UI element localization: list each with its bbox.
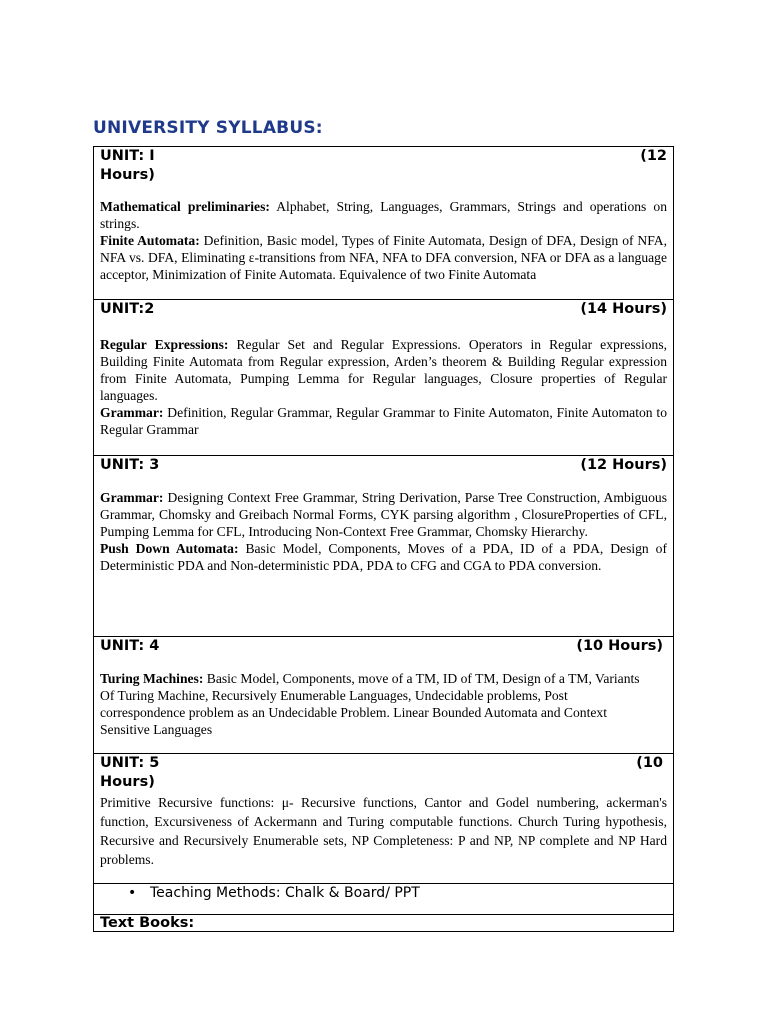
teaching-methods-text: Teaching Methods: Chalk & Board/ PPT	[150, 885, 420, 901]
text-books-row	[94, 914, 673, 931]
unit-1-title: UNIT: I	[100, 148, 155, 164]
bullet-icon: •	[128, 885, 137, 901]
text-books-heading: Text Books:	[100, 915, 195, 931]
unit-1-para-1: Mathematical preliminaries: Alphabet, String, Languages, Grammars, Strings and operations on strings.	[100, 199, 667, 231]
unit-3-para-2: Push Down Automata: Basic Model, Components, Moves of a PDA, ID of a PDA, Design of Deterministic PDA and Non-deterministic PDA, PDA to CFG and CGA to PDA conversion.	[100, 541, 667, 573]
unit-3-para-1: Grammar: Designing Context Free Grammar, String Derivation, Parse Tree Construction, Ambiguous Grammar, Chomsky and Greibach Normal Forms, CYK parsing algorithm , ClosureProperties of CFL, Pumping Lemma for CFL, Introducing Non-Context Free Grammar, Chomsky Hierarchy.	[100, 490, 667, 539]
unit-5-title: UNIT: 5	[100, 755, 160, 771]
unit-2-title: UNIT:2	[100, 301, 155, 317]
unit-2-hours: (14 Hours)	[580, 301, 667, 317]
unit-2-row	[94, 299, 673, 455]
unit-1-hours: (12	[640, 148, 667, 164]
unit-4-para-1: Turing Machines: Basic Model, Components, move of a TM, ID of TM, Design of a TM, Variants Of Turing Machine, Recursively Enumerable Languages, Undecidable problems, Post correspondence problem as an Undecidable Problem. Linear Bounded Automata and Context Sensitive Languages	[100, 671, 640, 737]
unit-1-hours-wrap: Hours)	[100, 167, 155, 183]
unit-3-header	[100, 456, 667, 475]
unit-5-hours-wrap: Hours)	[100, 774, 155, 790]
unit-4-title: UNIT: 4	[100, 638, 160, 654]
teaching-methods	[100, 884, 667, 902]
unit-4-hours: (10 Hours)	[576, 638, 663, 654]
unit-5-hours: (10	[636, 755, 663, 771]
page-title: UNIVERSITY SYLLABUS:	[93, 118, 323, 138]
syllabus-table	[93, 146, 674, 932]
unit-2-header	[100, 300, 667, 319]
unit-5-row	[94, 753, 673, 883]
unit-3-title: UNIT: 3	[100, 457, 160, 473]
teaching-methods-row	[94, 883, 673, 914]
unit-3-hours: (12 Hours)	[580, 457, 667, 473]
unit-5-header	[100, 754, 667, 773]
unit-1-para-2: Finite Automata: Definition, Basic model, Types of Finite Automata, Design of DFA, Design of NFA, NFA vs. DFA, Eliminating ε-transitions from NFA, NFA to DFA conversion, NFA or DFA as a language acceptor, Minimization of Finite Automata. Equivalence of two Finite Automata	[100, 233, 667, 282]
unit-2-para-1: Regular Expressions: Regular Set and Regular Expressions. Operators in Regular expressions, Building Finite Automata from Regular expression, Arden’s theorem & Building Regular expression from Finite Automata, Pumping Lemma for Regular languages, Closure properties of Regular languages.	[100, 337, 668, 403]
unit-1-header	[100, 147, 667, 166]
unit-1-row	[94, 147, 673, 299]
unit-2-para-2: Grammar: Definition, Regular Grammar, Regular Grammar to Finite Automaton, Finite Automaton to Regular Grammar	[100, 405, 667, 437]
unit-3-row	[94, 455, 673, 636]
unit-4-row	[94, 636, 673, 753]
unit-4-header	[100, 637, 667, 656]
unit-5-para-1: Primitive Recursive functions: μ- Recursive functions, Cantor and Godel numbering, ackerman's function, Excursiveness of Ackermann and Turing computable functions. Church Turing hypothesis, Recursive and Recursively Enumerable sets, NP Completeness: P and NP, NP complete and NP Hard problems.	[100, 795, 667, 867]
